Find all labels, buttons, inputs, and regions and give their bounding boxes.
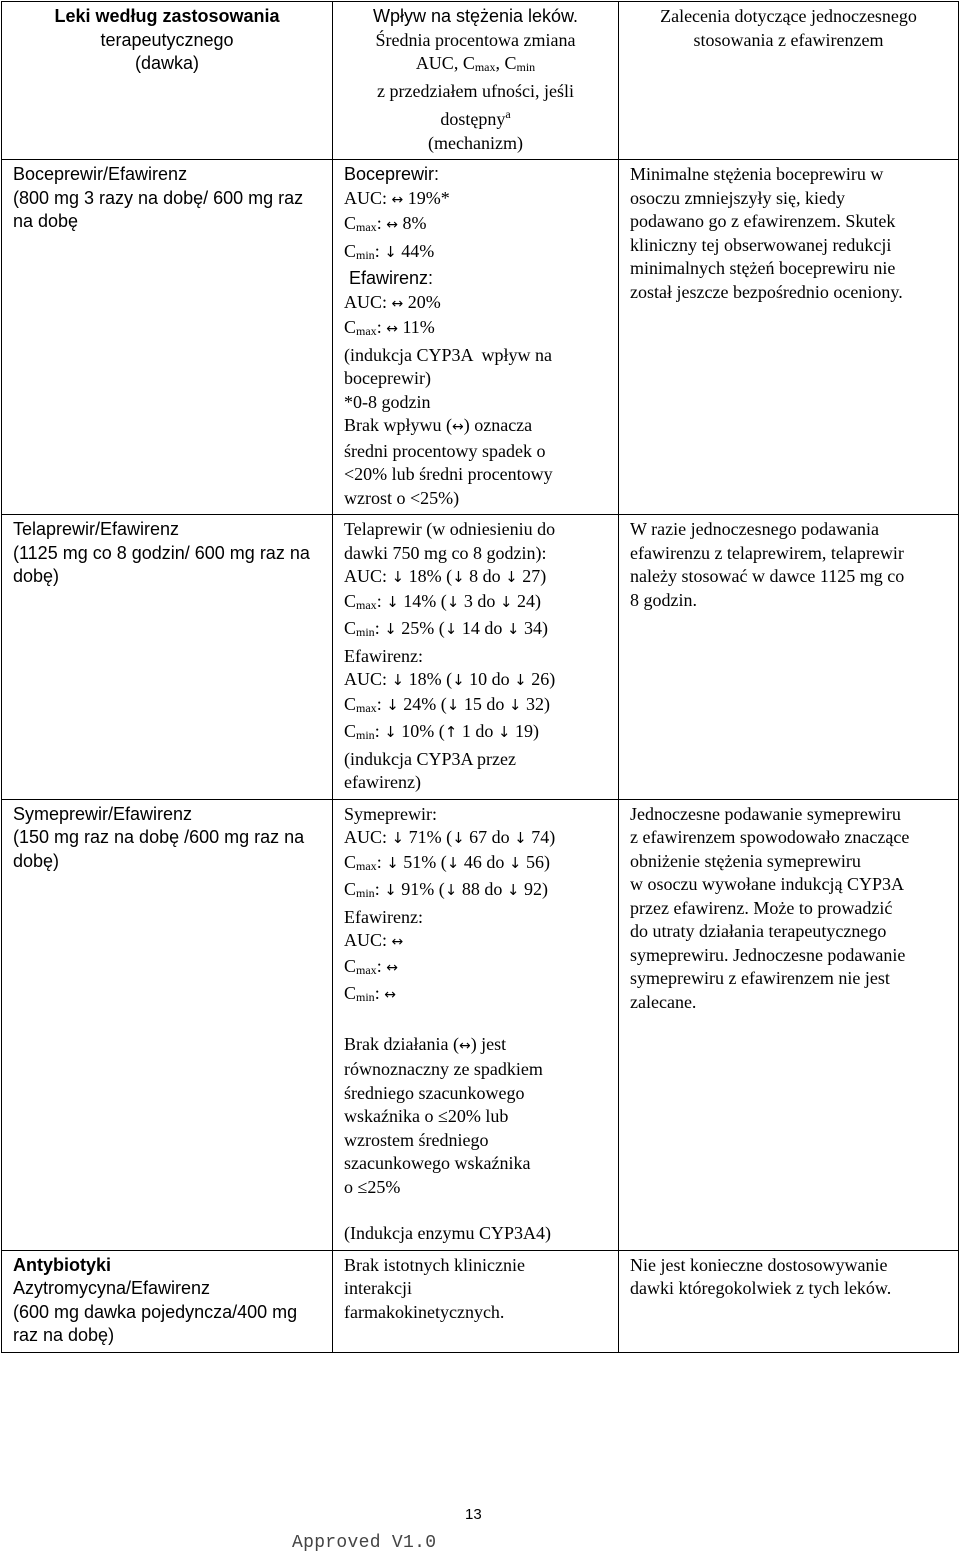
down-arrow-icon: ↓ — [444, 620, 458, 638]
down-arrow-icon: ↓ — [446, 592, 460, 611]
table-header-row — [2, 2, 959, 160]
table-row-symeprewir — [2, 799, 959, 1250]
table-row-telaprewir — [2, 515, 959, 800]
down-arrow-icon: ↓ — [508, 853, 522, 872]
down-arrow-icon: ↓ — [452, 829, 465, 847]
down-arrow-icon: ↓ — [444, 881, 458, 899]
page-number: 13 — [465, 1506, 482, 1523]
down-arrow-icon: ↓ — [384, 620, 397, 638]
down-arrow-icon: ↓ — [497, 723, 511, 741]
down-arrow-icon: ↓ — [514, 829, 527, 847]
down-arrow-icon: ↓ — [391, 829, 405, 847]
down-arrow-icon: ↓ — [391, 568, 405, 586]
interaction-table — [1, 1, 959, 1353]
down-arrow-icon: ↓ — [446, 853, 460, 872]
drug-cell-azytromycyna: Antybiotyki Azytromycyna/Efawirenz (600 mg dawka pojedyncza/400 mg raz na dobę) — [2, 1250, 333, 1352]
header-recommendation-column: Zalecenia dotyczące jednoczesnego stosowania z efawirenzem — [619, 2, 959, 160]
drug-cell-boceprewir: Boceprewir/Efawirenz (800 mg 3 razy na dobę/ 600 mg raz na dobę — [2, 160, 333, 515]
down-arrow-icon: ↓ — [384, 242, 397, 261]
leq-symbol: ≤ — [357, 1176, 368, 1197]
down-arrow-icon: ↓ — [506, 881, 520, 899]
down-arrow-icon: ↓ — [508, 695, 522, 714]
down-arrow-icon: ↓ — [384, 881, 397, 899]
down-arrow-icon: ↓ — [386, 853, 399, 872]
recommendation-cell-symeprewir: Jednoczesne podawanie symeprewiru z efawirenzem spowodowało znaczące obniżenie stężenia symeprewiru w osoczu wywołane indukcją CYP3A przez efawirenz. Może to prowadzić do utraty działania terapeutycznego symeprewiru. Jednoczesne podawanie symeprewiru z efawirenzem nie jest zalecane. — [619, 799, 959, 1250]
down-arrow-icon: ↓ — [452, 671, 465, 689]
header-drug-column: Leki według zastosowania terapeutycznego (dawka) — [2, 2, 333, 160]
down-arrow-icon: ↓ — [499, 592, 513, 611]
down-arrow-icon: ↓ — [506, 620, 520, 638]
table-row-azytromycyna — [2, 1250, 959, 1352]
no-change-arrow-icon: ↔ — [458, 1037, 471, 1054]
down-arrow-icon: ↓ — [386, 592, 399, 611]
header-effect-column: Wpływ na stężenia leków. Średnia procentowa zmiana AUC, $C_{max}$, $C_{min}$ z przedziałem ufności, jeśli dostępny$^a$ (mechanizm) — [333, 2, 619, 160]
no-change-arrow-icon: ↔ — [391, 295, 404, 312]
down-arrow-icon: ↓ — [514, 671, 527, 689]
effect-cell-symeprewir: Symeprewir: AUC: ↓ 71% (↓ 67 do ↓ 74) $C_{max}$: ↓ 51% (↓ 46 do ↓ 56) $C_{min}$: ↓ 91% (↓ 88 do ↓ 92) Efawirenz: AUC: ↔ $C_{max}$: ↔ $C_{min}$: ↔ Brak działania (↔) jest równoznaczny ze spadkiem średniego szacunkowego wskaźnika o ≤20% lub wzrostem średniego szacunkowego wskaźnika o ≤25% (Indukcja enzymu CYP3A4) — [333, 799, 619, 1250]
down-arrow-icon: ↓ — [446, 695, 460, 714]
down-arrow-icon: ↓ — [391, 671, 405, 689]
no-change-arrow-icon: ↔ — [386, 959, 398, 976]
up-arrow-icon: ↑ — [444, 723, 458, 741]
drug-cell-symeprewir: Symeprewir/Efawirenz (150 mg raz na dobę /600 mg raz na dobę) — [2, 799, 333, 1250]
approved-watermark: Approved V1.0 — [292, 1533, 437, 1553]
down-arrow-icon: ↓ — [505, 568, 518, 586]
effect-cell-telaprewir: Telaprewir (w odniesieniu do dawki 750 mg co 8 godzin): AUC: ↓ 18% (↓ 8 do ↓ 27) $C_{max}$: ↓ 14% (↓ 3 do ↓ 24) $C_{min}$: ↓ 25% (↓ 14 do ↓ 34) Efawirenz: AUC: ↓ 18% (↓ 10 do ↓ 26) $C_{max}$: ↓ 24% (↓ 15 do ↓ 32) $C_{min}$: ↓ 10% (↑ 1 do ↓ 19) (indukcja CYP3A przez efawirenz) — [333, 515, 619, 800]
no-change-arrow-icon: ↔ — [386, 321, 398, 337]
down-arrow-icon: ↓ — [452, 568, 465, 586]
effect-cell-boceprewir: Boceprewir: AUC: ↔ 19%* $C_{max}$: ↔ 8% $C_{min}$: ↓ 44% Efawirenz: AUC: ↔ 20% $C_{max}$: ↔ 11% (indukcja CYP3A wpływ na boceprewir) *0-8 godzin Brak wpływu (↔) oznacza średni procentowy spadek o <20% lub średni procentowy wzrost o <25%) — [333, 160, 619, 515]
no-change-arrow-icon: ↔ — [451, 419, 464, 435]
recommendation-cell-azytromycyna: Nie jest konieczne dostosowywanie dawki któregokolwiek z tych leków. — [619, 1250, 959, 1352]
leq-symbol: ≤ — [437, 1106, 448, 1126]
section-heading-antybiotyki: Antybiotyki — [13, 1254, 112, 1275]
no-change-arrow-icon: ↔ — [386, 217, 398, 233]
down-arrow-icon: ↓ — [384, 723, 397, 741]
drug-cell-telaprewir: Telaprewir/Efawirenz (1125 mg co 8 godzin/ 600 mg raz na dobę) — [2, 515, 333, 800]
down-arrow-icon: ↓ — [386, 695, 399, 714]
no-change-arrow-icon: ↔ — [391, 191, 404, 208]
effect-cell-azytromycyna: Brak istotnych klinicznie interakcji farmakokinetycznych. — [333, 1250, 619, 1352]
recommendation-cell-telaprewir: W razie jednoczesnego podawania efawirenzu z telaprewirem, telaprewir należy stosować w dawce 1125 mg co 8 godzin. — [619, 515, 959, 800]
table-row-boceprewir — [2, 160, 959, 515]
no-change-arrow-icon: ↔ — [384, 987, 396, 1003]
recommendation-cell-boceprewir: Minimalne stężenia boceprewiru w osoczu zmniejszyły się, kiedy podawano go z efawirenzem. Skutek kliniczny tej obserwowanej redukcji minimalnych stężeń boceprewiru nie został jeszcze bezpośrednio oceniony. — [619, 160, 959, 515]
no-change-arrow-icon: ↔ — [391, 934, 404, 950]
